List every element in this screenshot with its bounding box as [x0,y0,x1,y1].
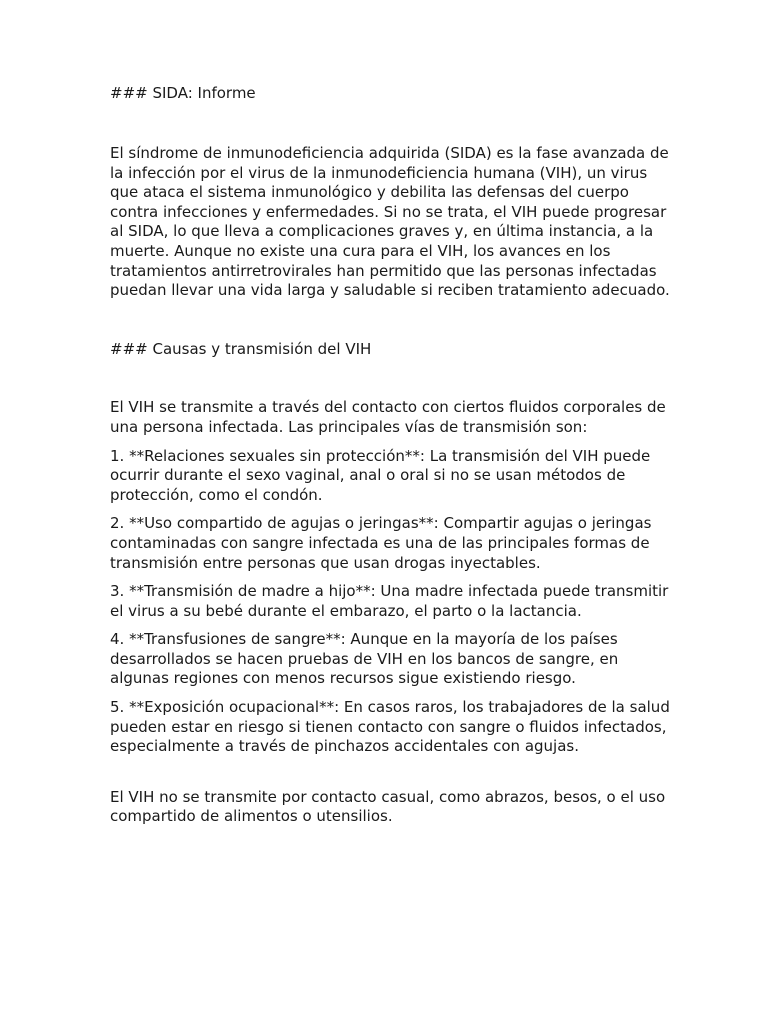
transmission-causes-list [110,447,670,757]
document-title: ### SIDA: Informe [110,84,256,102]
list-item: 4. **Transfusiones de sangre**: Aunque en la mayoría de los países desarrollados se hacen pruebas de VIH en los bancos de sangre, en algunas regiones con menos recursos sigue existiendo riesgo. [110,630,619,688]
list-item: 1. **Relaciones sexuales sin protección**: La transmisión del VIH puede ocurrir durante el sexo vaginal, anal o oral si no se usan métodos de protección, como el condón. [110,446,651,504]
document-page [110,84,670,827]
transmission-lead-paragraph: El VIH se transmite a través del contacto con ciertos fluidos corporales de una persona infectada. Las principales vías de transmisión son: [110,398,666,436]
section-heading: ### Causas y transmisión del VIH [110,339,372,358]
closing-paragraph: El VIH no se transmite por contacto casual, como abrazos, besos, o el uso compartido de alimentos o utensilios. [110,787,666,826]
list-item: 2. **Uso compartido de agujas o jeringas**: Compartir agujas o jeringas contaminadas con sangre infectada es una de las principales formas de transmisión entre personas que usan drogas inyectables. [110,514,652,572]
intro-paragraph: El síndrome de inmunodeficiencia adquirida (SIDA) es la fase avanzada de la infección por el virus de la inmunodeficiencia humana (VIH), un virus que ataca el sistema inmunológico y debilita las defensas del cuerpo contra infecciones y enfermedades. Si no se trata, el VIH puede progresar al SIDA, lo que lleva a complicaciones graves y, en última instancia, a la muerte. Aunque no existe una cura para el VIH, los avances en los tratamientos antirretrovirales han permitido que las personas infectadas puedan llevar una vida larga y saludable si reciben tratamiento adecuado. [110,144,670,300]
list-item: 3. **Transmisión de madre a hijo**: Una madre infectada puede transmitir el virus a su bebé durante el embarazo, el parto o la lactancia. [110,582,669,620]
list-item: 5. **Exposición ocupacional**: En casos raros, los trabajadores de la salud pueden estar en riesgo si tienen contacto con sangre o fluidos infectados, especialmente a través de pinchazos accidentales con agujas. [110,698,670,756]
